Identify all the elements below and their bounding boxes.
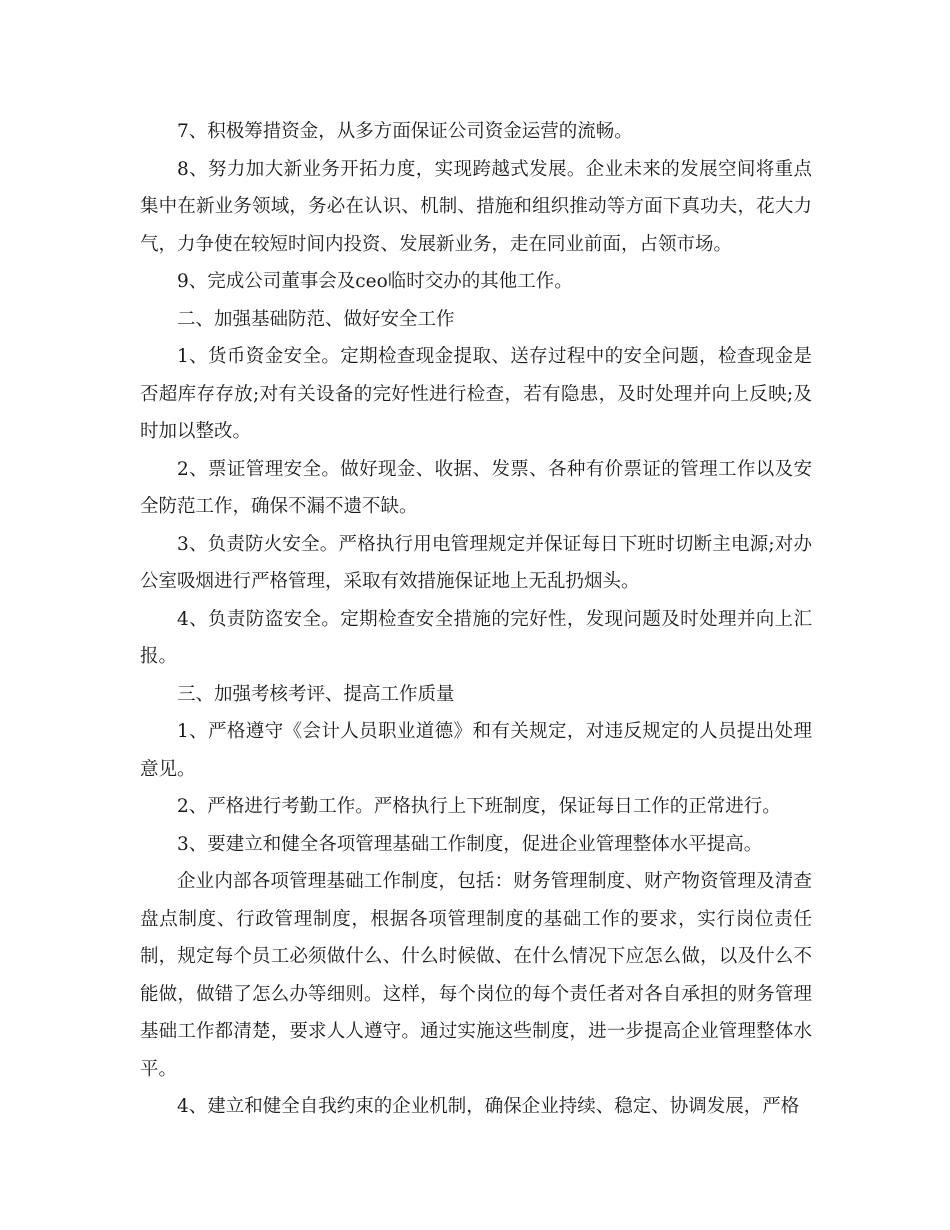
- document-body: [140, 113, 812, 1126]
- paragraph-professional-ethics: 1、严格遵守《会计人员职业道德》和有关规定，对违反规定的人员提出处理意见。: [140, 721, 812, 780]
- paragraph-self-restraint-mechanism: 4、建立和健全自我约束的企业机制，确保企业持续、稳定、协调发展，严格: [177, 1096, 800, 1117]
- paragraph-voucher-safety: 2、票证管理安全。做好现金、收据、发票、各种有价票证的管理工作以及安全防范工作，确保不漏不遗不缺。: [140, 458, 812, 517]
- paragraph-item-8-new-business: 8、努力加大新业务开拓力度，实现跨越式发展。企业未来的发展空间将重点集中在新业务领域，务必在认识、机制、措施和组织推动等方面下真功夫，花大力气，力争使在较短时间内投资、发展新业务，走在同业前面，占领市场。: [140, 158, 812, 255]
- paragraph-cash-safety: 1、货币资金安全。定期检查现金提取、送存过程中的安全问题，检查现金是否超库存存放;对有关设备的完好性进行检查，若有隐患，及时处理并向上反映;及时加以整改。: [140, 346, 812, 442]
- paragraph-attendance: 2、严格进行考勤工作。严格执行上下班制度，保证每日工作的正常进行。: [177, 796, 781, 817]
- section-heading-assessment: 三、加强考核考评、提高工作质量: [177, 683, 455, 705]
- paragraph-internal-systems-detail: 企业内部各项管理基础工作制度，包括：财务管理制度、财产物资管理及清查盘点制度、行政管理制度，根据各项管理制度的基础工作的要求，实行岗位责任制，规定每个员工必须做什么、什么时候做、在什么情况下应怎么做，以及什么不能做，做错了怎么办等细则。这样，每个岗位的每个责任者对各自承担的财务管理基础工作都清楚，要求人人遵守。通过实施这些制度，进一步提高企业管理整体水平。: [140, 871, 812, 1080]
- section-heading-safety: 二、加强基础防范、做好安全工作: [177, 308, 455, 330]
- paragraph-theft-prevention: 4、负责防盗安全。定期检查安全措施的完好性，发现问题及时处理并向上汇报。: [140, 608, 812, 667]
- paragraph-item-9-other-tasks: 9、完成公司董事会及ceo临时交办的其他工作。: [177, 271, 573, 292]
- paragraph-management-systems: 3、要建立和健全各项管理基础工作制度，促进企业管理整体水平提高。: [177, 833, 763, 855]
- paragraph-item-7-fundraising: 7、积极筹措资金，从多方面保证公司资金运营的流畅。: [177, 121, 633, 142]
- paragraph-fire-safety: 3、负责防火安全。严格执行用电管理规定并保证每日下班时切断主电源;对办公室吸烟进行严格管理，采取有效措施保证地上无乱扔烟头。: [140, 533, 812, 592]
